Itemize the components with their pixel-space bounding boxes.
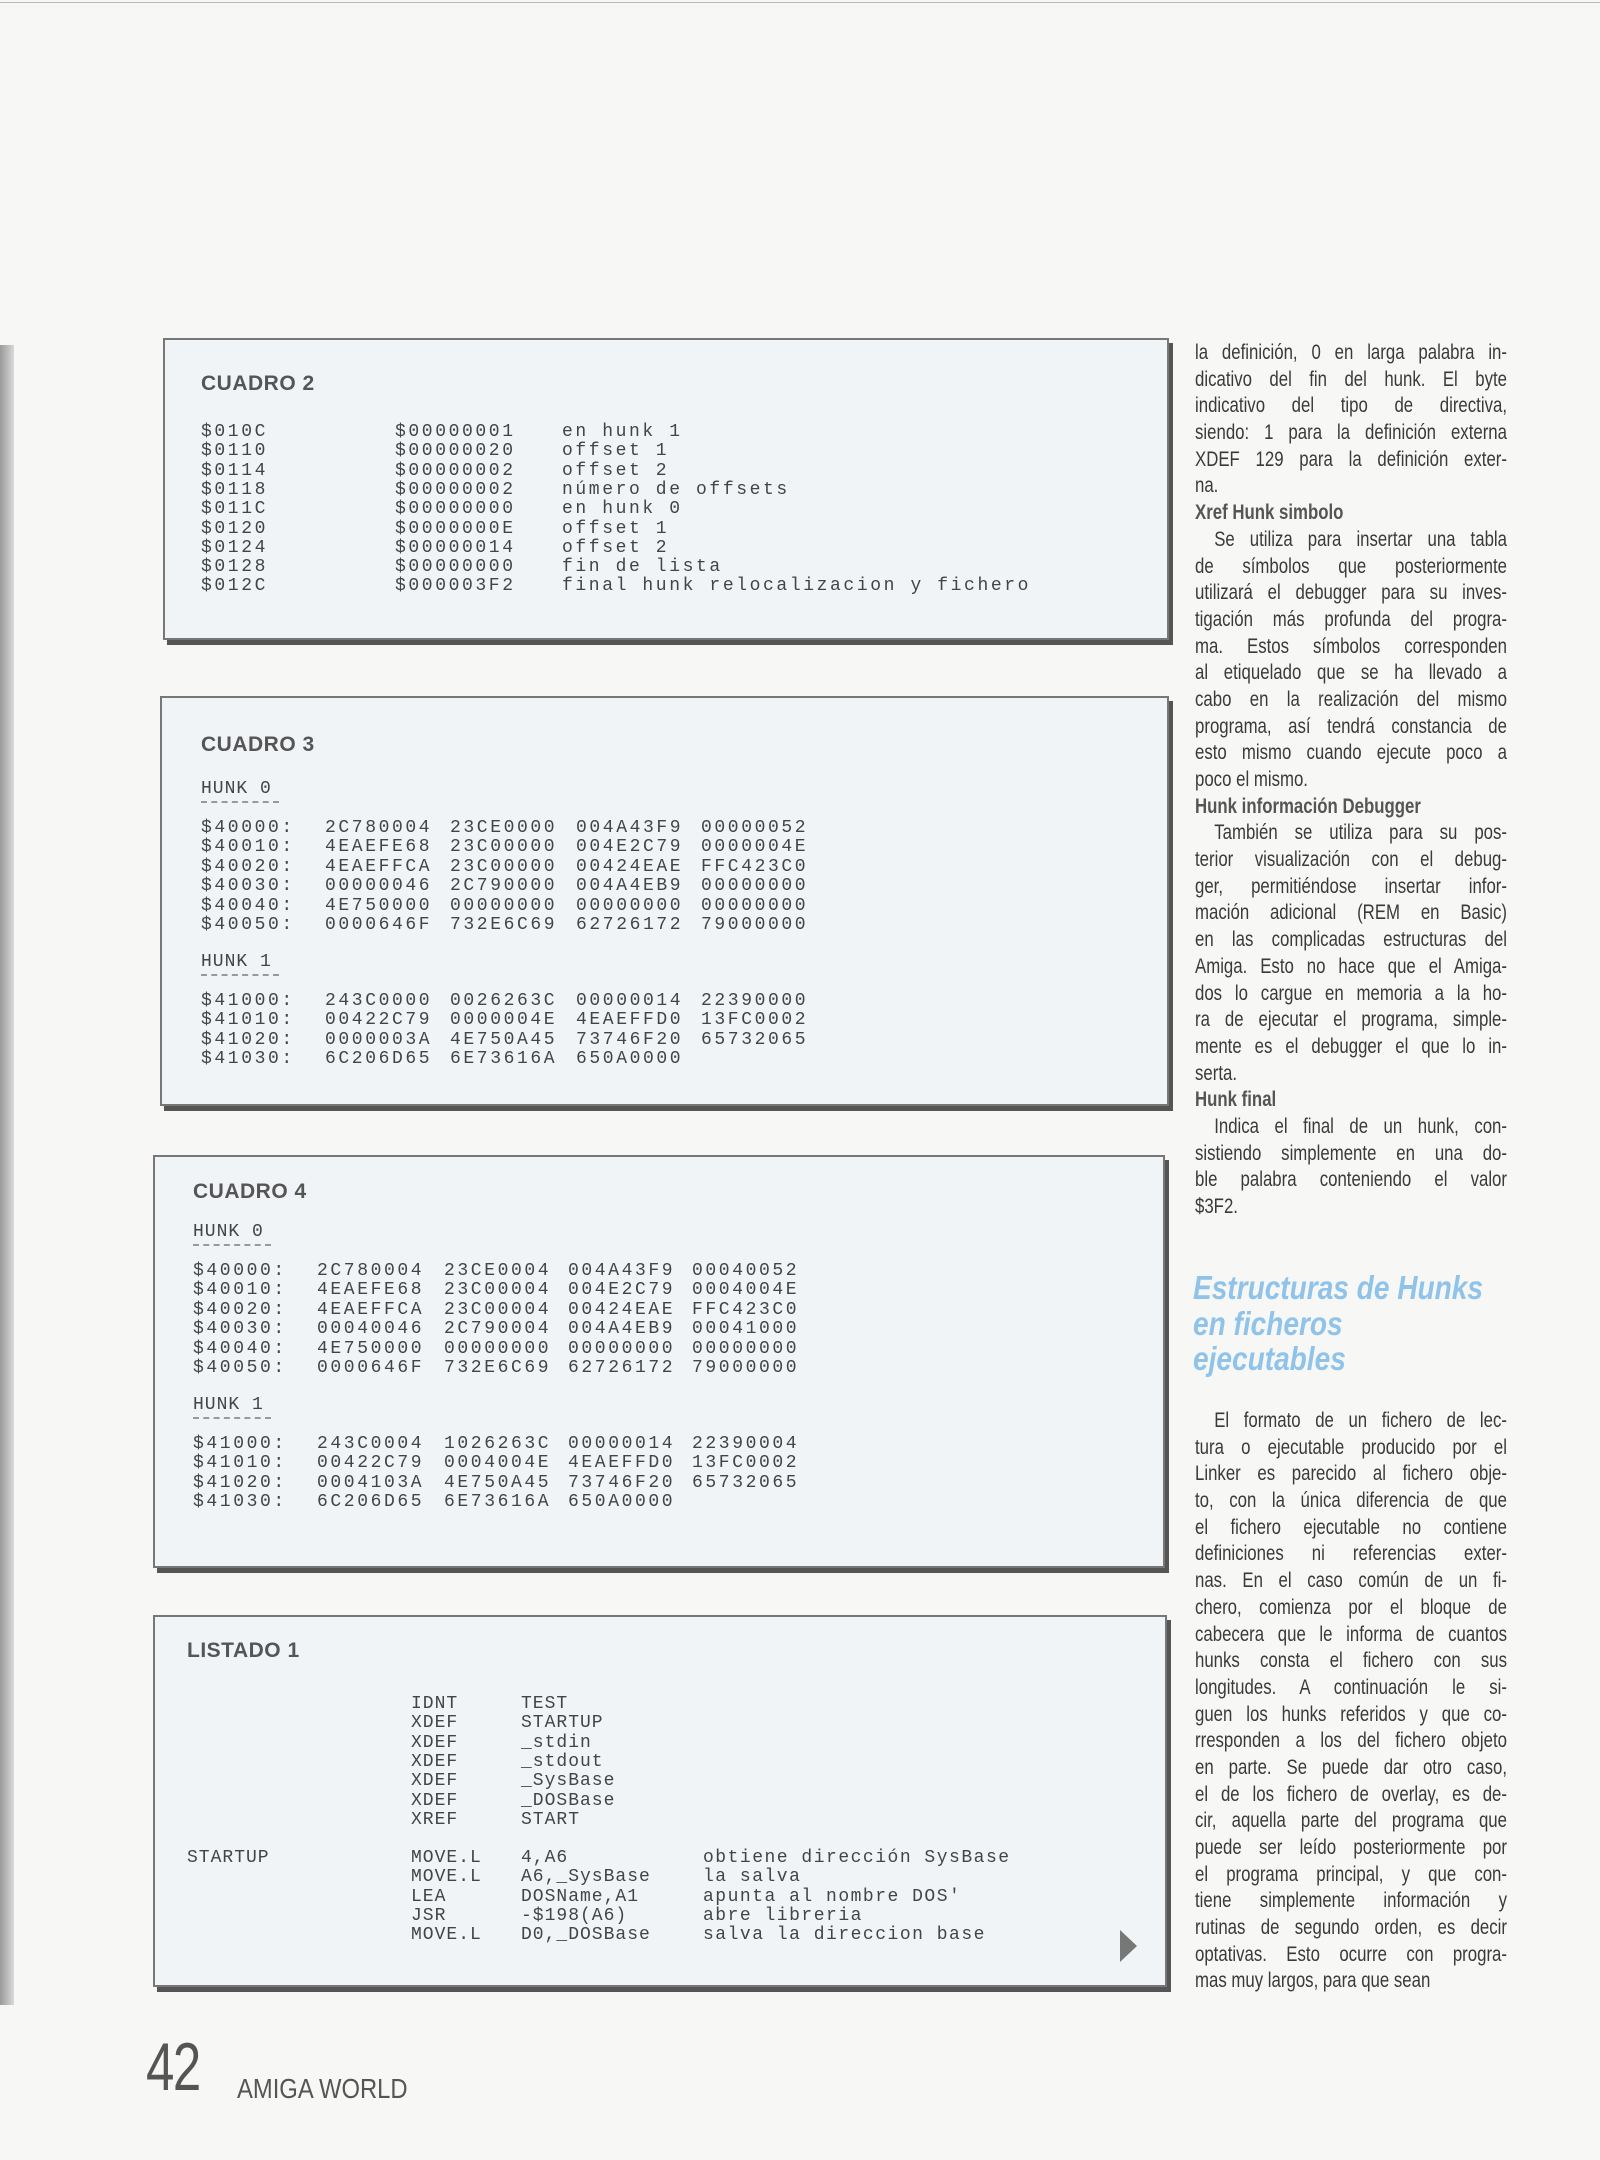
paragraph-line: Indica el final de un hunk, con- bbox=[1214, 1114, 1507, 1138]
dump-address: $41000: bbox=[201, 991, 295, 1011]
paragraph-line: mente es el debugger el que lo in- bbox=[1195, 1034, 1507, 1058]
dump-word: 6E73616A bbox=[450, 1049, 558, 1070]
paragraph-line: cabo en la realización del mismo bbox=[1195, 687, 1507, 711]
directive: XDEF bbox=[411, 1790, 459, 1811]
dump-address: $40000: bbox=[193, 1261, 287, 1281]
listado-1-box bbox=[153, 1615, 1167, 1987]
dump-word: 650A0000 bbox=[576, 1049, 684, 1070]
cuadro-2-address: $010C bbox=[201, 422, 269, 442]
dump-word: FFC423C0 bbox=[692, 1299, 800, 1320]
dump-word: 004E2C79 bbox=[568, 1280, 676, 1301]
paragraph-line: terior visualización con el debug- bbox=[1195, 848, 1507, 872]
cuadro-2-value: $00000001 bbox=[395, 422, 516, 442]
paragraph-line: longitudes. A continuación le si- bbox=[1195, 1675, 1507, 1699]
dump-word: 23C00004 bbox=[444, 1299, 552, 1320]
dump-word: 6C206D65 bbox=[317, 1492, 425, 1513]
cuadro-2-comment: final hunk relocalizacion y fichero bbox=[562, 576, 1032, 597]
dump-word: 00000000 bbox=[450, 895, 558, 916]
paragraph-line: en parte. Se puede dar otro caso, bbox=[1195, 1755, 1507, 1779]
dump-word: 0000004E bbox=[701, 837, 809, 858]
dump-word: 23CE0004 bbox=[444, 1261, 552, 1281]
dump-word: 4EAEFE68 bbox=[325, 837, 433, 858]
instruction: MOVE.L bbox=[411, 1867, 482, 1888]
paragraph-line: tiene simplemente información y bbox=[1195, 1889, 1507, 1913]
section-title bbox=[1193, 1270, 1533, 1377]
listado-1-title: LISTADO 1 bbox=[187, 1639, 300, 1662]
cuadro-2-comment: offset 1 bbox=[562, 441, 670, 462]
dump-word: 00040052 bbox=[692, 1261, 800, 1281]
dump-word: 4EAEFFCA bbox=[325, 856, 433, 877]
dump-word: 62726172 bbox=[568, 1358, 676, 1378]
cuadro-4-title: CUADRO 4 bbox=[193, 1180, 307, 1203]
dump-word: 00040046 bbox=[317, 1319, 425, 1340]
directive: XDEF bbox=[411, 1771, 459, 1792]
cuadro-2-address: $0114 bbox=[201, 460, 269, 481]
cuadro-2-value: $00000020 bbox=[395, 441, 516, 462]
paragraph-line: definiciones ni referencias exter- bbox=[1195, 1542, 1507, 1566]
paragraph-line: de símbolos que posteriormente bbox=[1195, 554, 1507, 578]
dump-word: 0004103A bbox=[317, 1472, 425, 1493]
paragraph-line: serta. bbox=[1195, 1061, 1238, 1085]
comment: obtiene dirección SysBase bbox=[703, 1848, 1011, 1868]
paragraph-line: mas muy largos, para que sean bbox=[1195, 1969, 1431, 1993]
operand: START bbox=[521, 1809, 581, 1830]
magazine-name: AMIGA WORLD bbox=[237, 2073, 408, 2104]
hunk-underline bbox=[201, 974, 279, 976]
paragraph-line: indicativo del tipo de directiva, bbox=[1195, 394, 1507, 418]
paragraph-line: siendo: 1 para la definición externa bbox=[1195, 421, 1507, 445]
dump-address: $40030: bbox=[193, 1319, 287, 1340]
dump-word: 23C00004 bbox=[444, 1280, 552, 1301]
paragraph-line: XDEF 129 para la definición exter- bbox=[1195, 447, 1507, 471]
dump-word: 0000646F bbox=[325, 915, 433, 935]
dump-word: 004A4EB9 bbox=[576, 876, 684, 897]
paragraph-line: $3F2. bbox=[1195, 1195, 1238, 1218]
directive: IDNT bbox=[411, 1694, 459, 1714]
dump-word: 23C00000 bbox=[450, 856, 558, 877]
operand: A6,_SysBase bbox=[521, 1867, 651, 1888]
operand: TEST bbox=[521, 1694, 569, 1714]
operand: _SysBase bbox=[521, 1771, 616, 1792]
dump-word: 13FC0002 bbox=[692, 1453, 800, 1474]
cuadro-2-comment: offset 1 bbox=[562, 518, 670, 539]
paragraph-line: chero, comienza por el bloque de bbox=[1195, 1595, 1507, 1619]
cuadro-2-comment: número de offsets bbox=[562, 479, 790, 500]
cuadro-2-comment: en hunk 0 bbox=[562, 499, 683, 520]
hunk-label: HUNK 1 bbox=[201, 952, 272, 972]
cuadro-2-value: $00000000 bbox=[395, 557, 516, 578]
paragraph-line: tura o ejecutable producido por el bbox=[1195, 1435, 1507, 1459]
paragraph-line: hunks consta el fichero con sus bbox=[1195, 1649, 1507, 1673]
cuadro-2-comment: fin de lista bbox=[562, 557, 723, 578]
dump-address: $40020: bbox=[201, 856, 295, 877]
dump-word: 4E750000 bbox=[325, 895, 433, 916]
operand: D0,_DOSBase bbox=[521, 1925, 651, 1946]
paragraph-line: ger, permitiéndose insertar infor- bbox=[1195, 874, 1507, 898]
hunk-underline bbox=[193, 1244, 271, 1246]
paragraph-line: en las complicadas estructuras del bbox=[1195, 928, 1507, 952]
dump-address: $40050: bbox=[201, 915, 295, 935]
dump-word: 00000046 bbox=[325, 876, 433, 897]
cuadro-2-address: $0118 bbox=[201, 479, 269, 500]
dump-word: 23C00000 bbox=[450, 837, 558, 858]
article-column-top bbox=[1195, 340, 1507, 1221]
dump-word: 004A43F9 bbox=[576, 818, 684, 838]
cuadro-2-address: $011C bbox=[201, 499, 269, 520]
paragraph-line: ble palabra conteniendo el valor bbox=[1195, 1168, 1507, 1192]
dump-word: 22390004 bbox=[692, 1434, 800, 1454]
dump-word: 4EAEFFD0 bbox=[568, 1453, 676, 1474]
instruction: JSR bbox=[411, 1905, 447, 1926]
cuadro-2-value: $00000000 bbox=[395, 499, 516, 520]
instruction: MOVE.L bbox=[411, 1848, 482, 1868]
paragraph-line: optativas. Esto ocurre con progra- bbox=[1195, 1942, 1507, 1966]
instruction: MOVE.L bbox=[411, 1925, 482, 1946]
page-number: 42 bbox=[146, 2029, 200, 2105]
dump-word: 00422C79 bbox=[325, 1010, 433, 1031]
hunk-label: HUNK 0 bbox=[193, 1222, 264, 1242]
operand: DOSName,A1 bbox=[521, 1886, 640, 1907]
top-rule bbox=[0, 2, 1600, 3]
dump-word: 00000052 bbox=[701, 818, 809, 838]
paragraph-line: sistiendo simplemente en una do- bbox=[1195, 1141, 1507, 1165]
cuadro-2-address: $0124 bbox=[201, 537, 269, 558]
dump-word: 0026263C bbox=[450, 991, 558, 1011]
dump-word: 2C790004 bbox=[444, 1319, 552, 1340]
dump-word: 00000000 bbox=[444, 1338, 552, 1359]
section-title-line: Estructuras de Hunks bbox=[1193, 1269, 1483, 1306]
directive: XDEF bbox=[411, 1732, 459, 1753]
dump-address: $40040: bbox=[201, 895, 295, 916]
dump-address: $41010: bbox=[193, 1453, 287, 1474]
dump-word: 00000000 bbox=[701, 895, 809, 916]
cuadro-2-value: $00000002 bbox=[395, 479, 516, 500]
dump-word: 00000000 bbox=[568, 1338, 676, 1359]
directive: XREF bbox=[411, 1809, 459, 1830]
dump-address: $41020: bbox=[201, 1029, 295, 1050]
paragraph-line: mación adicional (REM en Basic) bbox=[1195, 901, 1507, 925]
arrow-right-icon[interactable] bbox=[1120, 1930, 1137, 1962]
cuadro-2-comment: en hunk 1 bbox=[562, 422, 683, 442]
section-title-line: en ficheros bbox=[1193, 1304, 1343, 1342]
paragraph-line: tigación más profunda del progra- bbox=[1195, 607, 1507, 631]
dump-word: 4E750000 bbox=[317, 1338, 425, 1359]
hunk-underline bbox=[201, 801, 279, 803]
dump-word: 79000000 bbox=[701, 915, 809, 935]
article-column-bottom bbox=[1195, 1408, 1507, 1995]
paragraph-line: Linker es parecido al fichero obje- bbox=[1195, 1462, 1507, 1486]
page-edge-shadow bbox=[0, 345, 14, 2005]
cuadro-2-value: $00000002 bbox=[395, 460, 516, 481]
cuadro-2-address: $0110 bbox=[201, 441, 269, 462]
cuadro-2-value: $000003F2 bbox=[395, 576, 516, 597]
cuadro-2-address: $0120 bbox=[201, 518, 269, 539]
paragraph-line: el programa principal, y que con- bbox=[1195, 1862, 1507, 1886]
cuadro-2-address: $012C bbox=[201, 576, 269, 597]
dump-address: $40040: bbox=[193, 1338, 287, 1359]
dump-word: 650A0000 bbox=[568, 1492, 676, 1513]
cuadro-2-comment: offset 2 bbox=[562, 460, 670, 481]
hunk-label: HUNK 0 bbox=[201, 779, 272, 799]
paragraph-line: puede ser leído posteriormente por bbox=[1195, 1836, 1507, 1859]
paragraph-line: na. bbox=[1195, 474, 1219, 498]
paragraph-line: cir, aquella parte del programa que bbox=[1195, 1809, 1507, 1833]
paragraph-line: la definición, 0 en larga palabra in- bbox=[1195, 341, 1507, 364]
paragraph-line: guen los hunks referidos y que co- bbox=[1195, 1702, 1507, 1726]
paragraph-line: El formato de un fichero de lec- bbox=[1214, 1409, 1507, 1432]
dump-word: 73746F20 bbox=[568, 1472, 676, 1493]
dump-word: 2C780004 bbox=[317, 1261, 425, 1281]
directive: XDEF bbox=[411, 1751, 459, 1772]
dump-word: 6C206D65 bbox=[325, 1049, 433, 1070]
dump-word: 62726172 bbox=[576, 915, 684, 935]
paragraph-line: poco el mismo. bbox=[1195, 768, 1308, 791]
section-title-line: ejecutables bbox=[1193, 1340, 1346, 1377]
dump-word: 1026263C bbox=[444, 1434, 552, 1454]
operand: STARTUP bbox=[521, 1713, 604, 1734]
paragraph-line: También se utiliza para su pos- bbox=[1214, 821, 1507, 845]
dump-address: $40020: bbox=[193, 1299, 287, 1320]
paragraph-line: to, con la única diferencia de que bbox=[1195, 1489, 1507, 1513]
dump-word: 00422C79 bbox=[317, 1453, 425, 1474]
paragraph-line: el fichero ejecutable no contiene bbox=[1195, 1515, 1507, 1539]
operand: -$198(A6) bbox=[521, 1905, 628, 1926]
dump-word: 00041000 bbox=[692, 1319, 800, 1340]
hunk-label: HUNK 1 bbox=[193, 1395, 264, 1415]
dump-word: 4EAEFE68 bbox=[317, 1280, 425, 1301]
cuadro-2-comment: offset 2 bbox=[562, 537, 670, 558]
dump-word: 0000004E bbox=[450, 1010, 558, 1031]
cuadro-3-title: CUADRO 3 bbox=[201, 733, 315, 756]
dump-word: 4EAEFFD0 bbox=[576, 1010, 684, 1031]
dump-word: 004A4EB9 bbox=[568, 1319, 676, 1340]
directive: XDEF bbox=[411, 1713, 459, 1734]
cuadro-2-title: CUADRO 2 bbox=[201, 372, 315, 395]
dump-word: 2C780004 bbox=[325, 818, 433, 838]
subheading: Xref Hunk simbolo bbox=[1195, 501, 1344, 525]
dump-address: $41010: bbox=[201, 1010, 295, 1031]
dump-word: 0004004E bbox=[692, 1280, 800, 1301]
dump-word: 22390000 bbox=[701, 991, 809, 1011]
dump-word: 732E6C69 bbox=[444, 1358, 552, 1378]
paragraph-line: ma. Estos símbolos corresponden bbox=[1195, 634, 1507, 658]
comment: la salva bbox=[703, 1867, 802, 1888]
dump-word: 4EAEFFCA bbox=[317, 1299, 425, 1320]
dump-word: FFC423C0 bbox=[701, 856, 809, 877]
instruction: LEA bbox=[411, 1886, 447, 1907]
paragraph-line: ra de ejecutar el programa, simple- bbox=[1195, 1008, 1507, 1032]
paragraph-line: nas. En el caso común de un fi- bbox=[1195, 1569, 1507, 1593]
dump-address: $40000: bbox=[201, 818, 295, 838]
dump-word: 65732065 bbox=[692, 1472, 800, 1493]
dump-word: 732E6C69 bbox=[450, 915, 558, 935]
cuadro-2-address: $0128 bbox=[201, 557, 269, 578]
comment: salva la direccion base bbox=[703, 1925, 986, 1946]
paragraph-line: el de los fichero de overlay, es de- bbox=[1195, 1782, 1507, 1806]
operand: _stdin bbox=[521, 1732, 592, 1753]
dump-word: 00000000 bbox=[701, 876, 809, 897]
dump-address: $41000: bbox=[193, 1434, 287, 1454]
operand: _stdout bbox=[521, 1751, 604, 1772]
paragraph-line: Se utiliza para insertar una tabla bbox=[1214, 527, 1507, 551]
dump-address: $41030: bbox=[201, 1049, 295, 1070]
paragraph-line: dos lo cargue en memoria a la ho- bbox=[1195, 981, 1507, 1005]
dump-address: $41030: bbox=[193, 1492, 287, 1513]
comment: abre libreria bbox=[703, 1905, 863, 1926]
comment: apunta al nombre DOS' bbox=[703, 1886, 962, 1907]
subheading: Hunk información Debugger bbox=[1195, 794, 1421, 818]
paragraph-line: programa, así tendrá constancia de bbox=[1195, 714, 1507, 738]
paragraph-line: Amiga. Esto no hace que el Amiga- bbox=[1195, 954, 1507, 978]
paragraph-line: esto mismo cuando ejecute poco a bbox=[1195, 741, 1507, 765]
dump-word: 00000000 bbox=[692, 1338, 800, 1359]
paragraph-line: cabecera que le informa de cuantos bbox=[1195, 1622, 1507, 1646]
paragraph-line: al etiquelado que se ha llevado a bbox=[1195, 661, 1507, 685]
cuadro-2-value: $00000014 bbox=[395, 537, 516, 558]
operand: 4,A6 bbox=[521, 1848, 569, 1868]
dump-word: 004A43F9 bbox=[568, 1261, 676, 1281]
subheading: Hunk final bbox=[1195, 1088, 1277, 1112]
dump-word: 4E750A45 bbox=[450, 1029, 558, 1050]
dump-word: 2C790000 bbox=[450, 876, 558, 897]
dump-word: 6E73616A bbox=[444, 1492, 552, 1513]
hunk-underline bbox=[193, 1417, 271, 1419]
dump-word: 79000000 bbox=[692, 1358, 800, 1378]
dump-word: 00424EAE bbox=[576, 856, 684, 877]
dump-word: 243C0000 bbox=[325, 991, 433, 1011]
dump-address: $40010: bbox=[193, 1280, 287, 1301]
operand: _DOSBase bbox=[521, 1790, 616, 1811]
code-label: STARTUP bbox=[187, 1848, 270, 1868]
dump-word: 4E750A45 bbox=[444, 1472, 552, 1493]
dump-word: 00000014 bbox=[576, 991, 684, 1011]
dump-word: 0000003A bbox=[325, 1029, 433, 1050]
paragraph-line: rutinas de segundo orden, es decir bbox=[1195, 1916, 1507, 1940]
paragraph-line: utilizará el debugger para su inves- bbox=[1195, 581, 1507, 605]
dump-address: $40050: bbox=[193, 1358, 287, 1378]
cuadro-2-value: $0000000E bbox=[395, 518, 516, 539]
dump-address: $40010: bbox=[201, 837, 295, 858]
paragraph-line: rresponden a los del fichero objeto bbox=[1195, 1729, 1507, 1753]
dump-word: 00000014 bbox=[568, 1434, 676, 1454]
paragraph-line: dicativo del fin del hunk. El byte bbox=[1195, 367, 1507, 391]
dump-word: 00000000 bbox=[576, 895, 684, 916]
dump-word: 0000646F bbox=[317, 1358, 425, 1378]
dump-word: 0004004E bbox=[444, 1453, 552, 1474]
dump-word: 73746F20 bbox=[576, 1029, 684, 1050]
dump-word: 23CE0000 bbox=[450, 818, 558, 838]
dump-word: 00424EAE bbox=[568, 1299, 676, 1320]
dump-word: 65732065 bbox=[701, 1029, 809, 1050]
dump-address: $40030: bbox=[201, 876, 295, 897]
dump-word: 004E2C79 bbox=[576, 837, 684, 858]
dump-address: $41020: bbox=[193, 1472, 287, 1493]
dump-word: 13FC0002 bbox=[701, 1010, 809, 1031]
dump-word: 243C0004 bbox=[317, 1434, 425, 1454]
